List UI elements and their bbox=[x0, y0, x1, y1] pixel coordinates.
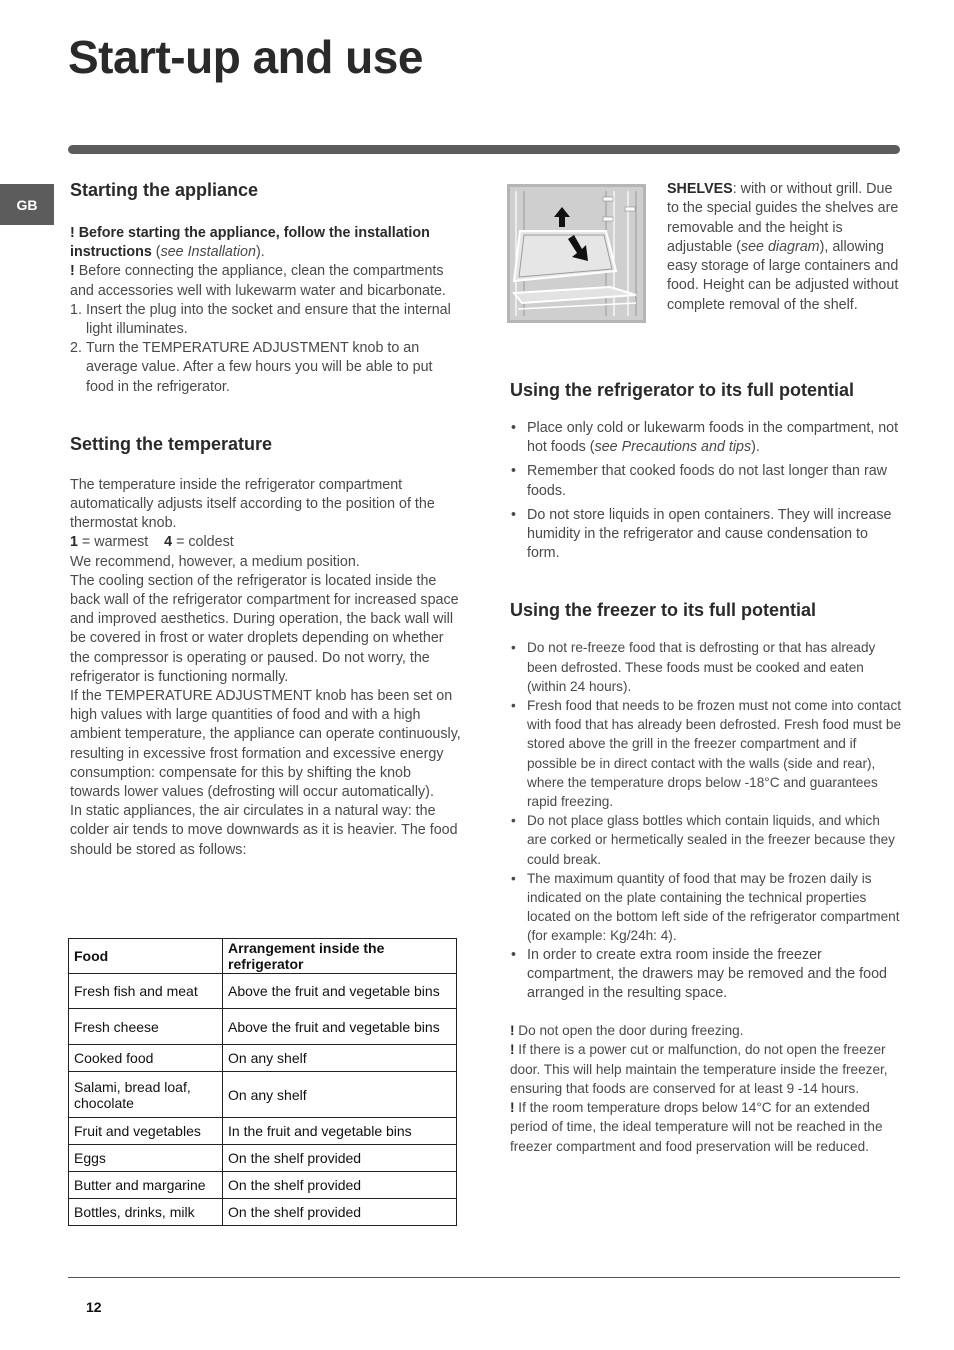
tip-text: Do not re-freeze food that is defrosting or that has already been defrosted. These foods must be cooked and eaten (within 24 hours). bbox=[527, 640, 876, 694]
table-cell: Above the fruit and vegetable bins bbox=[223, 974, 457, 1009]
table-cell: Bottles, drinks, milk bbox=[69, 1199, 223, 1226]
note-text: If there is a power cut or malfunction, do not open the freezer door. This will help maintain the temperature inside the freezer, ensuring that foods are conserved for at least 9 -14 hours. bbox=[510, 1042, 888, 1096]
shelves-label: SHELVES bbox=[667, 181, 733, 197]
shelves-text-pre: : with or without grill. Due to the special guides the shelves are removable and the height is adjustable ( bbox=[667, 181, 899, 255]
table-cell: On the shelf provided bbox=[223, 1172, 457, 1199]
see-diagram-ref: see diagram bbox=[740, 238, 820, 255]
table-row bbox=[69, 1072, 457, 1118]
list-item bbox=[510, 869, 902, 946]
tip-text: The maximum quantity of food that may be frozen daily is indicated on the plate containing the technical properties located on the bottom left side of the refrigerator compartment (for example: Kg/24h: 4). bbox=[527, 870, 900, 944]
step-number: 1. bbox=[70, 301, 82, 318]
table-cell: On the shelf provided bbox=[223, 1145, 457, 1172]
food-storage-table bbox=[68, 938, 457, 1226]
temperature-static: In static appliances, the air circulates in a natural way: the colder air tends to move downwards as it is heavier. The food should be stored as follows: bbox=[70, 803, 458, 858]
table-header: Arrangement inside the refrigerator bbox=[223, 939, 457, 974]
table-row bbox=[69, 1118, 457, 1145]
tip-text: Remember that cooked foods do not last longer than raw foods. bbox=[527, 463, 888, 499]
freezer-note bbox=[510, 1098, 902, 1156]
list-item bbox=[510, 462, 902, 500]
temperature-scale bbox=[70, 533, 462, 552]
table-header-row bbox=[69, 939, 457, 974]
tip-text: Fresh food that needs to be frozen must not come into contact with food that has already been defrosted. Fresh food must be stored above the grill in the freezer compartment and if possible be in direct contact with the walls (side and rear), where the temperature drops below -18°C and guarantees rapid freezing. bbox=[527, 698, 902, 810]
table-cell: Fruit and vegetables bbox=[69, 1118, 223, 1145]
language-tab: GB bbox=[0, 184, 54, 225]
step-number: 2. bbox=[70, 340, 82, 357]
list-item bbox=[510, 696, 902, 811]
table-cell: Fresh cheese bbox=[69, 1009, 223, 1045]
list-item bbox=[510, 506, 902, 564]
table-header: Food bbox=[69, 939, 223, 974]
tip-text: In order to create extra room inside the freezer compartment, the drawers may be removed and the food arranged in the resulting space. bbox=[527, 946, 887, 1002]
scale-warmest-label: = warmest bbox=[77, 534, 149, 551]
temperature-heading: Setting the temperature bbox=[70, 433, 273, 454]
tip-text: Place only cold or lukewarm foods in the compartment, not hot foods ( bbox=[527, 420, 899, 456]
footer-rule bbox=[68, 1277, 900, 1278]
freezer-tips-list bbox=[510, 638, 902, 1003]
warning-bang: ! bbox=[510, 1023, 515, 1039]
scale-coldest-number: 4 bbox=[164, 534, 173, 551]
table-cell: Eggs bbox=[69, 1145, 223, 1172]
table-row bbox=[69, 974, 457, 1009]
table-cell: Butter and margarine bbox=[69, 1172, 223, 1199]
warning-bang: ! bbox=[70, 263, 75, 280]
table-cell: Fresh fish and meat bbox=[69, 974, 223, 1009]
tip-text-end: ). bbox=[751, 439, 760, 456]
table-cell: Cooked food bbox=[69, 1045, 223, 1072]
note-text: If the room temperature drops below 14°C for an extended period of time, the ideal temperature will not be reached in the freezer compartment and food preservation will be reduced. bbox=[510, 1100, 883, 1154]
tip-text: Do not place glass bottles which contain liquids, and which are corked or hermetically sealed in the freezer because they could break. bbox=[527, 813, 895, 867]
freezer-note bbox=[510, 1040, 902, 1098]
table-row bbox=[69, 1045, 457, 1072]
table-row bbox=[69, 1145, 457, 1172]
starting-warning-install bbox=[70, 224, 462, 262]
table-cell: Salami, bread loaf, chocolate bbox=[69, 1072, 223, 1118]
list-item bbox=[510, 946, 902, 1004]
temperature-high-values: If the TEMPERATURE ADJUSTMENT knob has been set on high values with large quantities of food and with a high ambient temperature, the appliance can operate continuously, resulting in excessive frost formation and excessive energy consumption: compensate for this by shifting the knob towards lower values (defrosting will occur automatically). bbox=[70, 688, 461, 801]
warning-bang: ! bbox=[510, 1042, 515, 1058]
fridge-heading: Using the refrigerator to its full potential bbox=[510, 380, 855, 400]
freezer-heading: Using the freezer to its full potential bbox=[510, 600, 817, 621]
shelves-diagram bbox=[507, 184, 646, 323]
scale-coldest-label: = coldest bbox=[172, 534, 234, 551]
warning-install-paren-open: ( bbox=[151, 244, 161, 261]
warning-install-bold: ! Before starting the appliance, follow the installation instructions bbox=[70, 225, 430, 261]
page-number: 12 bbox=[86, 1299, 102, 1315]
table-cell: In the fruit and vegetable bins bbox=[223, 1118, 457, 1145]
see-installation-ref: see Installation bbox=[160, 244, 256, 261]
right-column bbox=[510, 378, 902, 1156]
left-column bbox=[70, 178, 462, 860]
table-cell: On any shelf bbox=[223, 1072, 457, 1118]
list-item bbox=[70, 301, 462, 339]
temperature-intro: The temperature inside the refrigerator compartment automatically adjusts itself according to the position of the thermostat knob. bbox=[70, 476, 435, 532]
header-rule bbox=[68, 145, 900, 154]
table-row bbox=[69, 1199, 457, 1226]
list-item bbox=[510, 638, 902, 696]
shelves-text-post: ), allowing easy storage of large containers and food. Height can be adjusted without complete removal of the shelf. bbox=[667, 238, 899, 313]
list-item bbox=[70, 339, 462, 397]
temperature-cooling: The cooling section of the refrigerator is located inside the back wall of the refrigerator compartment for increased space and improved aesthetics. During operation, the back wall will be covered in frost or water droplets depending on whether the compressor is operating or paused. Do not worry, the refrigerator is functioning normally. bbox=[70, 572, 459, 685]
fridge-tips-list bbox=[510, 419, 902, 563]
table-row bbox=[69, 1009, 457, 1045]
freezer-note bbox=[510, 1021, 902, 1040]
starting-heading: Starting the appliance bbox=[70, 180, 259, 200]
page-title: Start-up and use bbox=[68, 31, 423, 83]
starting-steps bbox=[70, 301, 462, 397]
table-cell: On the shelf provided bbox=[223, 1199, 457, 1226]
warning-clean-text: Before connecting the appliance, clean the compartments and accessories well with lukewarm water and bicarbonate. bbox=[70, 263, 446, 299]
see-precautions-ref: see Precautions and tips bbox=[594, 439, 752, 456]
list-item bbox=[510, 419, 902, 457]
scale-warmest-number: 1 bbox=[70, 534, 78, 551]
table-row bbox=[69, 1172, 457, 1199]
starting-warning-clean bbox=[70, 262, 462, 300]
warning-install-paren-close: ). bbox=[255, 244, 265, 261]
warning-bang: ! bbox=[510, 1100, 515, 1116]
table-cell: Above the fruit and vegetable bins bbox=[223, 1009, 457, 1045]
shelf-illustration-icon bbox=[510, 187, 643, 320]
note-text: Do not open the door during freezing. bbox=[514, 1023, 744, 1039]
step-text: Turn the TEMPERATURE ADJUSTMENT knob to an average value. After a few hours you will be able to put food in the refrigerator. bbox=[86, 340, 433, 395]
table-cell: On any shelf bbox=[223, 1045, 457, 1072]
step-text: Insert the plug into the socket and ensure that the internal light illuminates. bbox=[86, 301, 451, 338]
tip-text: Do not store liquids in open containers. They will increase humidity in the refrigerator and cause condensation to form. bbox=[527, 506, 892, 562]
shelves-description bbox=[667, 180, 902, 315]
list-item bbox=[510, 811, 902, 869]
temperature-recommend: We recommend, however, a medium position. bbox=[70, 553, 360, 570]
